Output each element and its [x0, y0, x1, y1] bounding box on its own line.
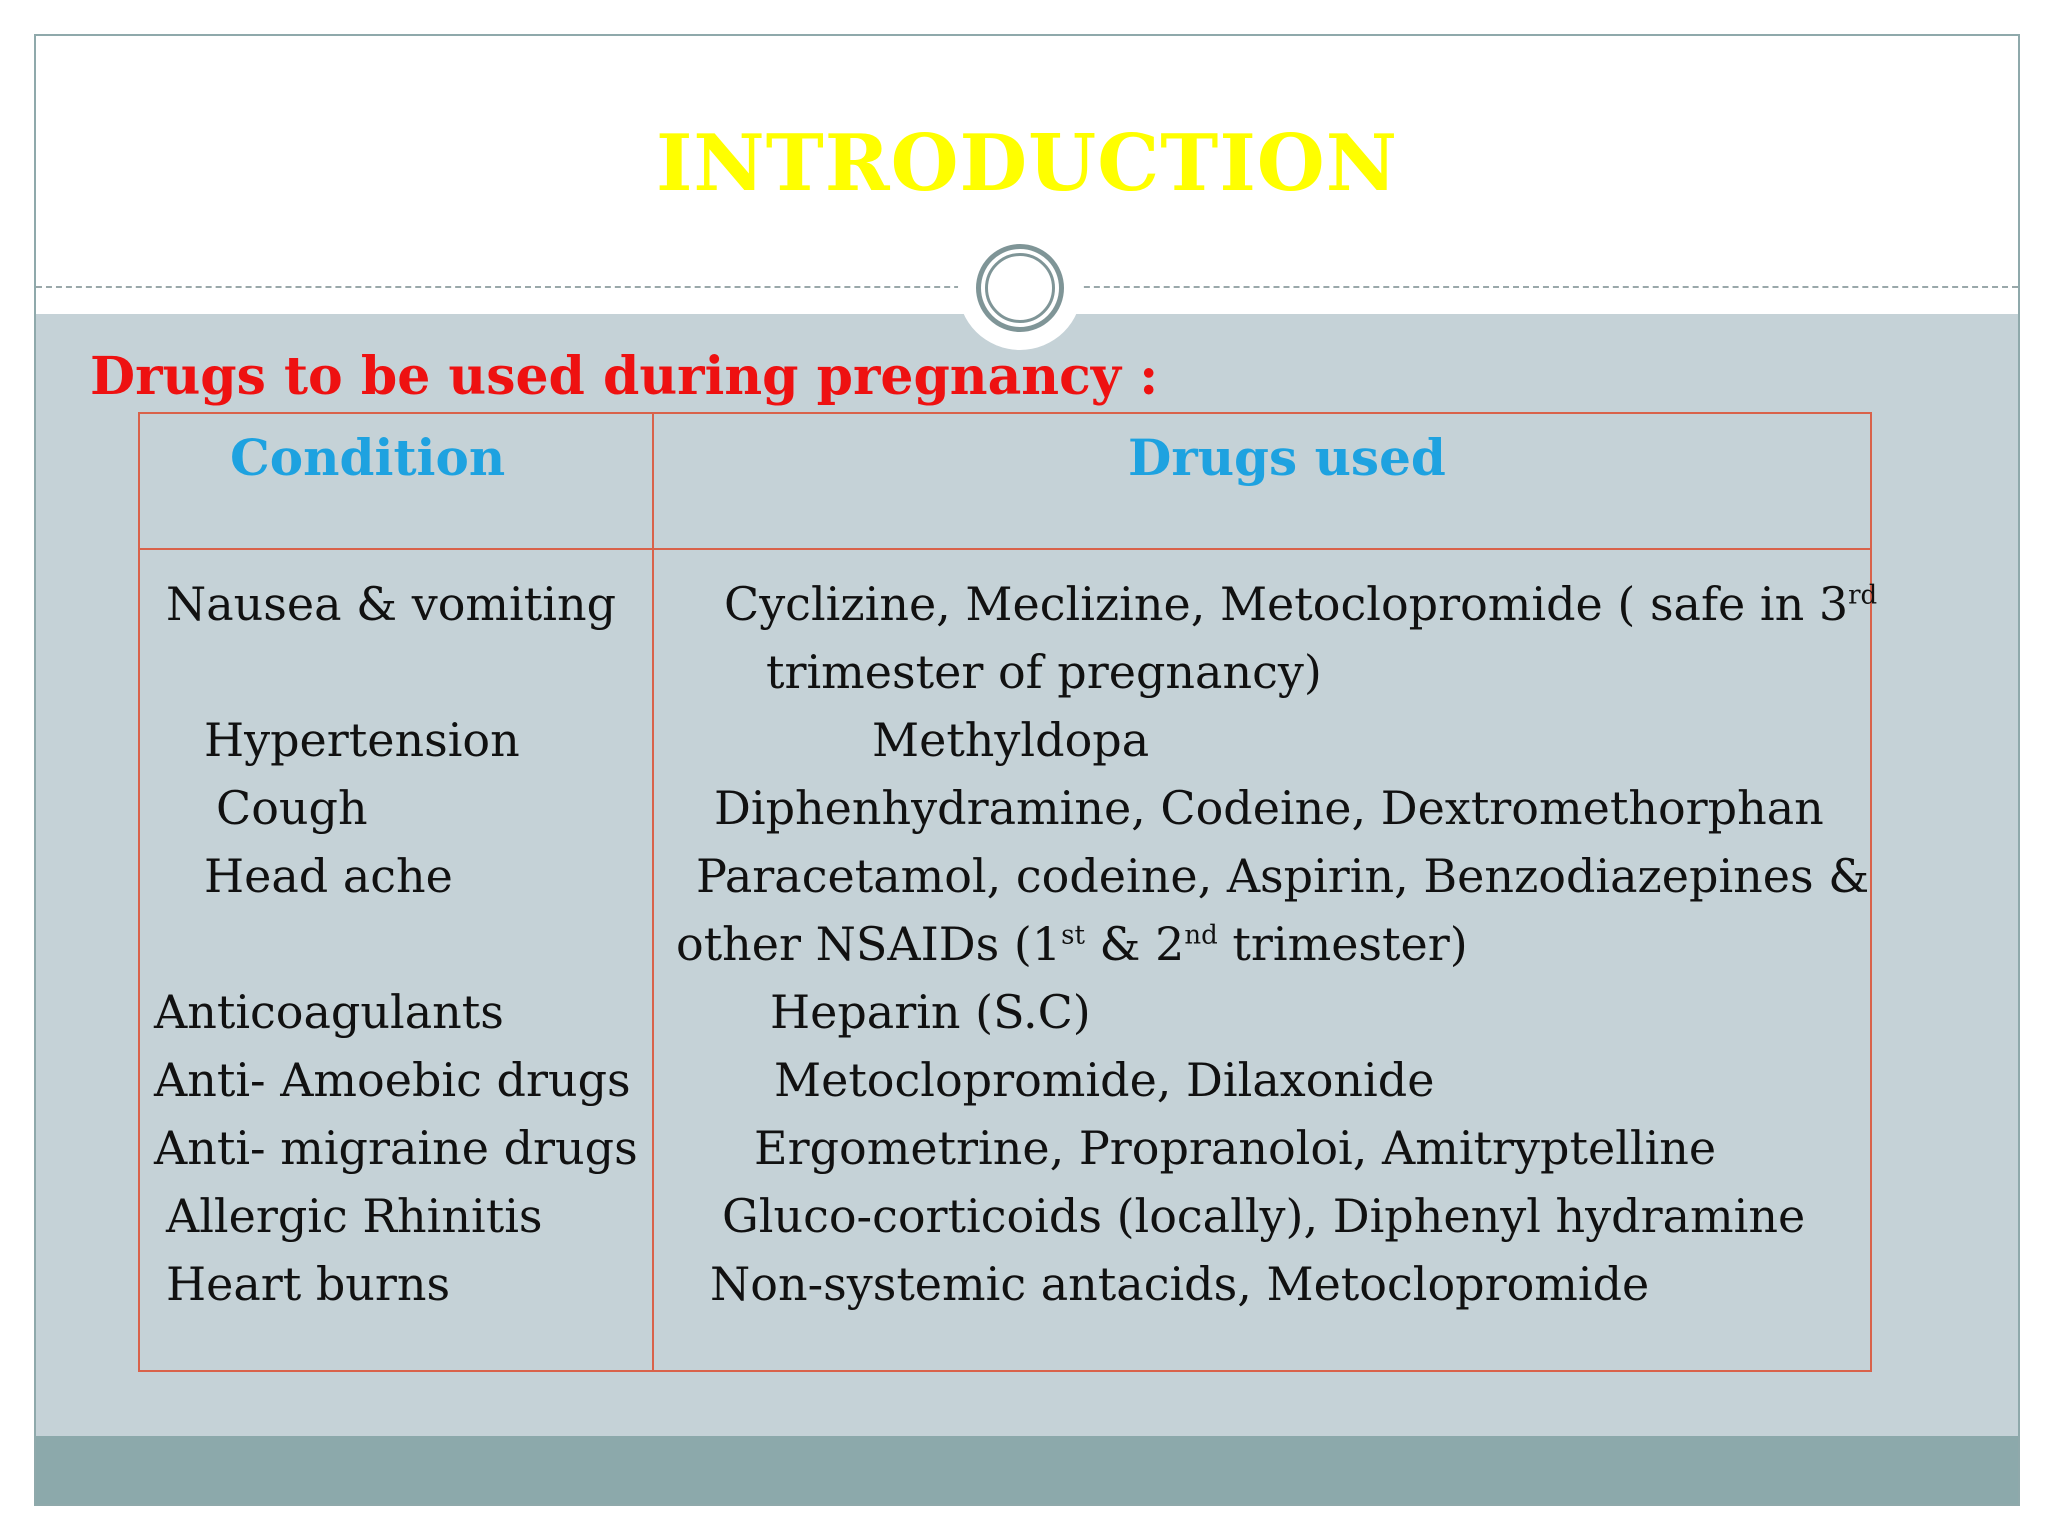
condition-cell: Cough: [216, 781, 368, 835]
header-condition: Condition: [230, 428, 506, 487]
drugs-text: other NSAIDs (1: [676, 917, 1062, 971]
drugs-cell: [724, 570, 1877, 638]
drugs-cell: Paracetamol, codeine, Aspirin, Benzodiazepines &: [696, 849, 1870, 903]
slide-subtitle: Drugs to be used during pregnancy :: [90, 346, 1159, 407]
decorative-inner-ring-icon: [985, 253, 1055, 323]
condition-cell: Heart burns: [166, 1257, 451, 1311]
drugs-cell: Methyldopa: [872, 713, 1150, 767]
drugs-text: Cyclizine, Meclizine, Metoclopromide ( safe in 3: [724, 577, 1849, 631]
condition-cell: Nausea & vomiting: [166, 577, 617, 631]
drugs-cell: Non-systemic antacids, Metoclopromide: [710, 1257, 1650, 1311]
column-divider: [652, 414, 654, 1370]
drugs-cell-continued: [676, 910, 1468, 978]
condition-cell: Anti- migraine drugs: [154, 1121, 638, 1175]
header-drugs-used: Drugs used: [1128, 428, 1446, 487]
drugs-cell: Ergometrine, Propranoloi, Amitryptelline: [754, 1121, 1717, 1175]
drugs-cell-continued: trimester of pregnancy): [766, 645, 1322, 699]
slide-title: INTRODUCTION: [655, 118, 1399, 209]
footer-band: [36, 1436, 2018, 1506]
drugs-text: & 2: [1084, 917, 1185, 971]
condition-cell: Allergic Rhinitis: [166, 1189, 543, 1243]
drugs-cell: Metoclopromide, Dilaxonide: [774, 1053, 1435, 1107]
drugs-cell: Heparin (S.C): [770, 985, 1091, 1039]
condition-cell: Hypertension: [204, 713, 520, 767]
ordinal-suffix: st: [1061, 920, 1085, 951]
ordinal-suffix: nd: [1184, 920, 1218, 951]
condition-cell: Head ache: [204, 849, 453, 903]
drugs-cell: Gluco-corticoids (locally), Diphenyl hydramine: [722, 1189, 1806, 1243]
header-divider: [140, 548, 1870, 550]
slide: [34, 34, 2020, 1506]
drugs-text: trimester): [1217, 917, 1468, 971]
condition-cell: Anticoagulants: [154, 985, 504, 1039]
ordinal-suffix: rd: [1848, 580, 1878, 611]
condition-cell: Anti- Amoebic drugs: [154, 1053, 631, 1107]
drug-table: [138, 412, 1878, 1372]
drugs-cell: Diphenhydramine, Codeine, Dextromethorphan: [714, 781, 1824, 835]
